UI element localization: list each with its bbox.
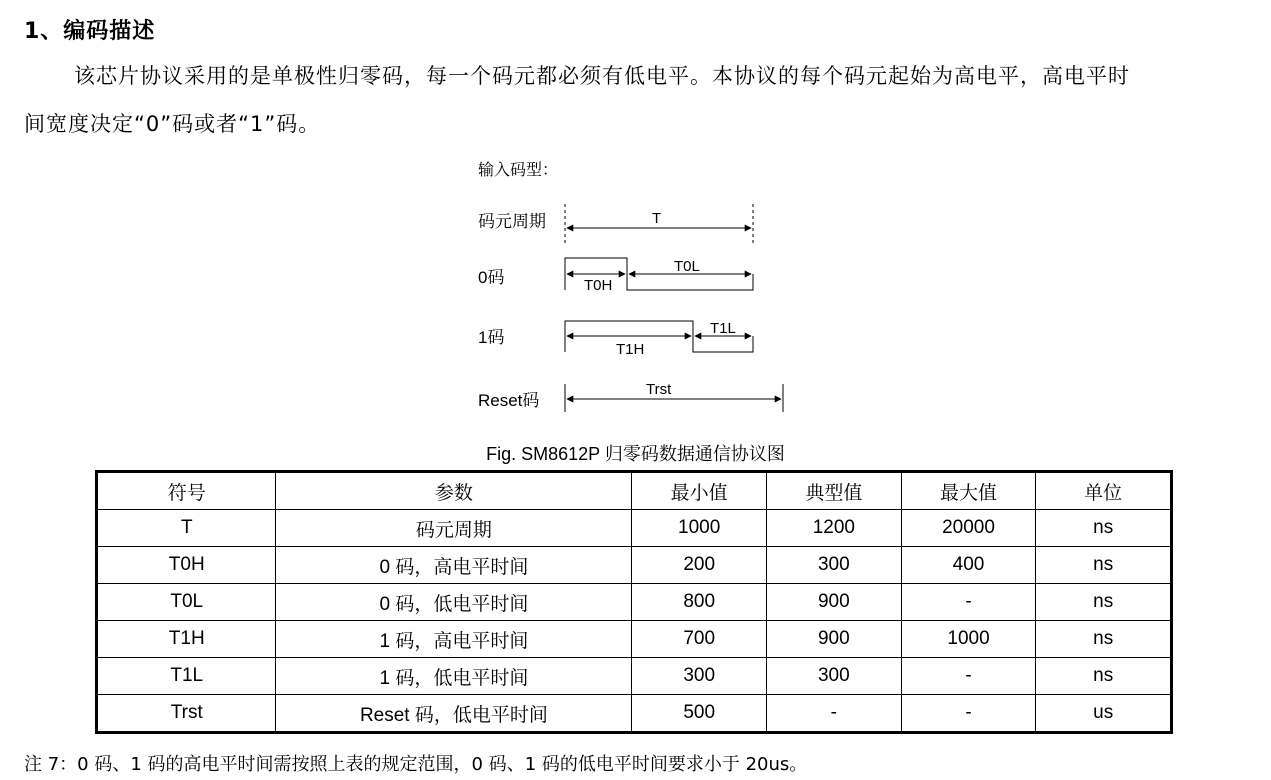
table-row: [97, 695, 1172, 733]
cell-unit: ns: [1036, 584, 1172, 621]
cell-symbol: T1H: [97, 621, 276, 658]
reset-code-label: Reset码: [478, 391, 540, 410]
cell-min: 1000: [632, 510, 767, 547]
table-row: [97, 621, 1172, 658]
header-parameter: 参数: [276, 472, 632, 510]
t0h-label: T0H: [584, 277, 613, 294]
cell-parameter: 0 码，低电平时间: [276, 584, 632, 621]
cell-parameter: 1 码，高电平时间: [276, 621, 632, 658]
cell-symbol: T: [97, 510, 276, 547]
cell-max: 400: [901, 547, 1036, 584]
table-header-row: [97, 472, 1172, 510]
cell-max: -: [901, 695, 1036, 733]
header-max: 最大值: [901, 472, 1036, 510]
header-symbol: 符号: [97, 472, 276, 510]
t1h-label: T1H: [616, 341, 645, 358]
t0l-label: T0L: [674, 258, 700, 275]
cell-symbol: T1L: [97, 658, 276, 695]
table-row: [97, 510, 1172, 547]
cell-max: 20000: [901, 510, 1036, 547]
t-label: T: [652, 210, 662, 227]
t1l-label: T1L: [710, 320, 736, 337]
timing-diagram: [470, 150, 800, 420]
cell-typical: -: [767, 695, 902, 733]
table-row: [97, 547, 1172, 584]
cell-parameter: 1 码，低电平时间: [276, 658, 632, 695]
paragraph-line-1: 该芯片协议采用的是单极性归零码，每一个码元都必须有低电平。本协议的每个码元起始为高电平，高电平时: [74, 64, 1130, 88]
cell-parameter: 0 码，高电平时间: [276, 547, 632, 584]
cell-parameter: 码元周期: [276, 510, 632, 547]
cell-unit: ns: [1036, 621, 1172, 658]
cell-unit: ns: [1036, 510, 1172, 547]
cell-typical: 900: [767, 621, 902, 658]
cell-symbol: T0L: [97, 584, 276, 621]
cell-max: -: [901, 658, 1036, 695]
table-row: [97, 658, 1172, 695]
cell-max: 1000: [901, 621, 1036, 658]
cell-unit: us: [1036, 695, 1172, 733]
trst-label: Trst: [646, 381, 672, 398]
cell-min: 700: [632, 621, 767, 658]
header-min: 最小值: [632, 472, 767, 510]
figure-caption: Fig. SM8612P 归零码数据通信协议图: [486, 444, 785, 464]
cell-min: 200: [632, 547, 767, 584]
cell-unit: ns: [1036, 658, 1172, 695]
cell-parameter: Reset 码，低电平时间: [276, 695, 632, 733]
footnote: 注 7：0 码、1 码的高电平时间需按照上表的规定范围，0 码、1 码的低电平时间要求小于 20us。: [24, 754, 808, 775]
cell-min: 500: [632, 695, 767, 733]
timing-spec-table: [95, 470, 1173, 734]
cell-symbol: T0H: [97, 547, 276, 584]
cell-typical: 1200: [767, 510, 902, 547]
zero-code-label: 0码: [478, 268, 505, 287]
cell-typical: 900: [767, 584, 902, 621]
paragraph-line-2: 间宽度决定“0”码或者“1”码。: [24, 112, 321, 136]
one-code-label: 1码: [478, 328, 505, 347]
cell-symbol: Trst: [97, 695, 276, 733]
header-typical: 典型值: [767, 472, 902, 510]
table-row: [97, 584, 1172, 621]
cell-min: 800: [632, 584, 767, 621]
cell-min: 300: [632, 658, 767, 695]
period-row-label: 码元周期: [478, 212, 546, 231]
header-unit: 单位: [1036, 472, 1172, 510]
cell-max: -: [901, 584, 1036, 621]
section-heading: 1、编码描述: [24, 19, 156, 44]
cell-typical: 300: [767, 658, 902, 695]
cell-typical: 300: [767, 547, 902, 584]
cell-unit: ns: [1036, 547, 1172, 584]
input-code-label: 输入码型：: [478, 162, 559, 179]
